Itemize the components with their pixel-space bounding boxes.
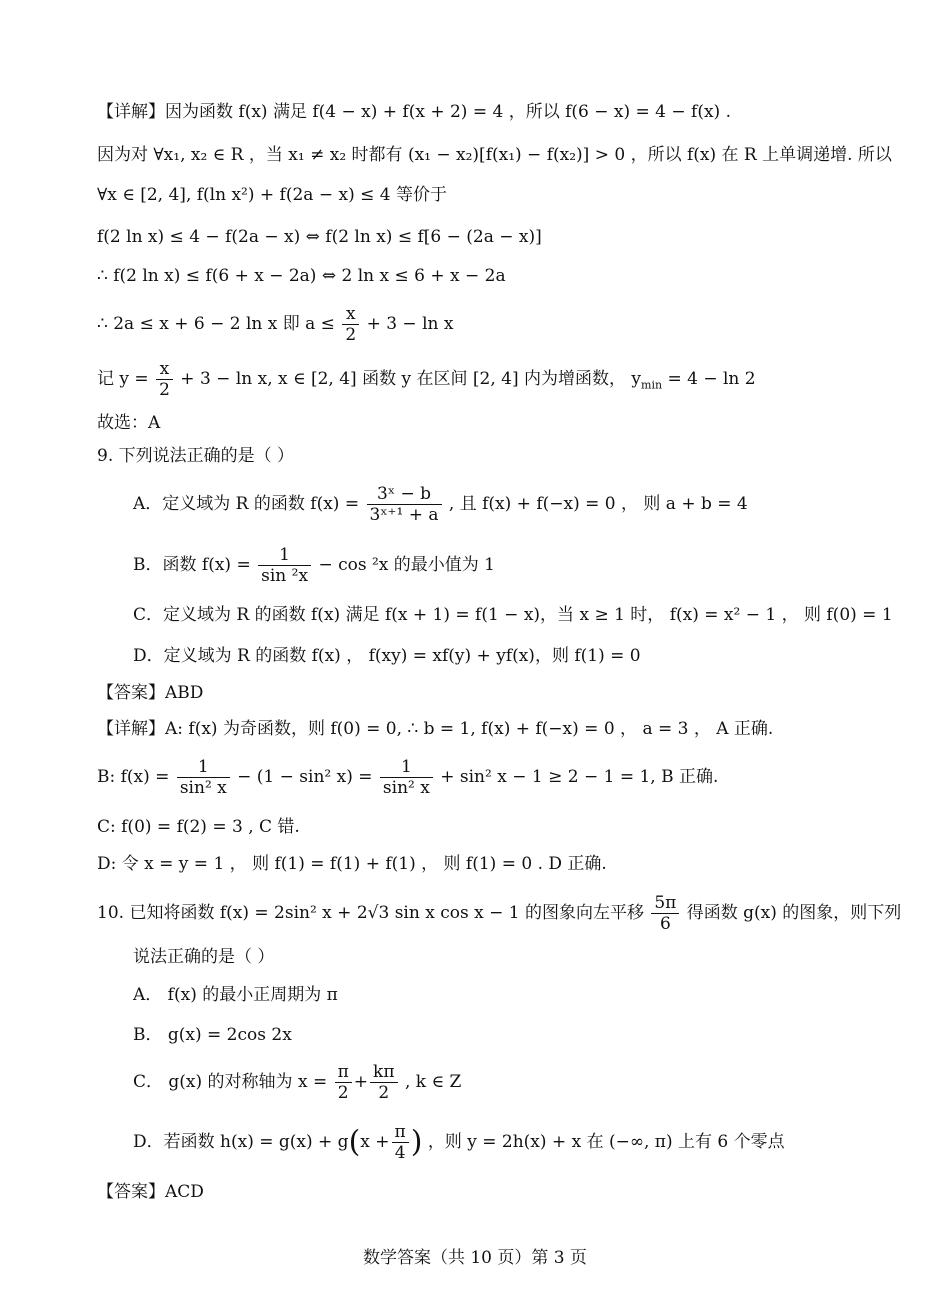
denominator: 3ˣ⁺¹ + a xyxy=(369,505,439,525)
numerator: x xyxy=(156,359,173,380)
detail-line-6-left: ∴ 2a ≤ x + 6 − 2 ln x 即 a ≤ xyxy=(97,314,335,334)
q9-option-c: C．定义域为 R 的函数 f(x) 满足 f(x + 1) = f(1 − x)，当 x ≥ 1 时， f(x) = x² − 1 ， 则 f(0) = 1 xyxy=(133,605,893,625)
q10D-right: ，则 y = 2h(x) + x 在 (−∞, π) 上有 6 个零点 xyxy=(427,1132,785,1152)
answer-9: 【答案】ABD xyxy=(97,683,204,703)
q10-left: 10. 已知将函数 f(x) = 2sin² x + 2√3 sin x cos x − 1 的图象向左平移 xyxy=(97,903,644,923)
numerator: 5π xyxy=(651,893,679,914)
q9-option-b xyxy=(133,541,495,589)
detail-line-5: ∴ f(2 ln x) ≤ f(6 + x − 2a) ⇔ 2 ln x ≤ 6 + x − 2a xyxy=(97,266,506,286)
d9b-right: + sin² x − 1 ≥ 2 − 1 = 1, B 正确. xyxy=(440,767,719,787)
detail-9-b xyxy=(97,753,718,801)
q9b-left: B．函数 f(x) = xyxy=(133,555,251,575)
fraction-q9b xyxy=(258,545,311,586)
denominator: sin ²x xyxy=(261,566,309,586)
denominator: 2 xyxy=(378,1083,390,1103)
detail-9-c: C: f(0) = f(2) = 3 , C 错. xyxy=(97,817,300,837)
answer-10: 【答案】ACD xyxy=(97,1182,204,1202)
detail-line-6-right: + 3 − ln x xyxy=(366,314,454,334)
q9b-right: − cos ²x 的最小值为 1 xyxy=(318,555,495,575)
detail-line-7-mid: + 3 − ln x, x ∈ [2, 4] 函数 y 在区间 [2, 4] 内为增函数， y xyxy=(180,369,642,389)
fraction-x-over-2 xyxy=(156,359,173,400)
denominator: 2 xyxy=(337,1083,349,1103)
numerator: x xyxy=(342,304,359,325)
detail-line-4: f(2 ln x) ≤ 4 − f(2a − x) ⇔ f(2 ln x) ≤ f[6 − (2a − x)] xyxy=(97,227,542,247)
denominator: 2 xyxy=(345,325,357,345)
d9b-mid: − (1 − sin² x) = xyxy=(237,767,373,787)
q10-right: 得函数 g(x) 的图象，则下列 xyxy=(686,903,902,923)
q10-option-d: D．若函数 h(x) = g(x) + g(x + $\frac{\pi}{4}$ ) ，则 y = 2h(x) + x 在 (−∞, π) 上有 6 个零点 xyxy=(133,1122,785,1163)
page-footer: 数学答案（共 10 页）第 3 页 xyxy=(362,1248,588,1268)
q9-option-d: D．定义域为 R 的函数 f(x) ， f(xy) = xf(y) + yf(x)，则 f(1) = 0 xyxy=(133,646,641,666)
detail-line-7-left: 记 y = xyxy=(97,369,149,389)
q10-option-a: A． f(x) 的最小正周期为 π xyxy=(133,985,338,1005)
q9-option-a xyxy=(133,480,748,528)
d9b-left: B: f(x) = xyxy=(97,767,170,787)
fraction-pi-over-4 xyxy=(392,1122,409,1163)
question-10 xyxy=(97,889,901,937)
denominator: 2 xyxy=(159,380,170,400)
question-9: 9. 下列说法正确的是（ ） xyxy=(97,446,295,466)
denominator: sin² x xyxy=(179,778,227,798)
fraction-5pi-over-6 xyxy=(651,893,679,934)
detail-line-7 xyxy=(97,355,756,409)
detail-9-d: D: 令 x = y = 1 ， 则 f(1) = f(1) + f(1) ， 则 f(1) = 0 . D 正确. xyxy=(97,854,607,874)
fraction-d9b-1 xyxy=(177,757,230,798)
detail-line-3: ∀x ∈ [2, 4], f(ln x²) + f(2a − x) ≤ 4 等价于 xyxy=(97,185,447,205)
question-10-cont: 说法正确的是（ ） xyxy=(133,947,275,967)
fraction-pi-over-2 xyxy=(335,1062,352,1103)
choice-line: 故选：A xyxy=(97,413,161,433)
detail-9-a: 【详解】A: f(x) 为奇函数，则 f(0) = 0, ∴ b = 1, f(x) + f(−x) = 0 ， a = 3 ， A 正确. xyxy=(97,719,774,739)
q10-option-c: C． g(x) 的对称轴为 x = $\frac{\pi}{2}$ + $\frac{k\pi}{2}$ , k ∈ Z xyxy=(133,1062,462,1103)
detail-line-1: 【详解】因为函数 f(x) 满足 f(4 − x) + f(x + 2) = 4 ，所以 f(6 − x) = 4 − f(x) . xyxy=(97,102,731,122)
detail-line-7-right: = 4 − ln 2 xyxy=(662,369,756,389)
numerator: 3ˣ − b xyxy=(367,484,442,505)
denominator: sin² x xyxy=(382,778,430,798)
numerator: kπ xyxy=(370,1062,397,1083)
fraction-x-over-2 xyxy=(342,304,359,345)
q9a-right: , 且 f(x) + f(−x) = 0 ， 则 a + b = 4 xyxy=(448,494,748,514)
numerator: π xyxy=(335,1062,352,1083)
fraction-d9b-2 xyxy=(380,757,433,798)
numerator: 1 xyxy=(258,545,311,566)
denominator: 4 xyxy=(394,1143,406,1163)
q10C-left: C． g(x) 的对称轴为 x = xyxy=(133,1072,328,1092)
q9a-left: A．定义域为 R 的函数 f(x) = xyxy=(133,494,360,514)
q10D-left: D．若函数 h(x) = g(x) + g xyxy=(133,1132,349,1152)
numerator: 1 xyxy=(380,757,433,778)
detail-line-6 xyxy=(97,300,453,348)
numerator: 1 xyxy=(177,757,230,778)
fraction-q9a xyxy=(367,484,442,525)
fraction-kpi-over-2 xyxy=(370,1062,397,1103)
q10-option-b: B． g(x) = 2cos 2x xyxy=(133,1025,292,1045)
subscript-min: min xyxy=(641,378,663,392)
denominator: 6 xyxy=(659,914,671,934)
q10C-right: , k ∈ Z xyxy=(404,1072,462,1092)
numerator: π xyxy=(392,1122,409,1143)
detail-line-2: 因为对 ∀x₁, x₂ ∈ R ，当 x₁ ≠ x₂ 时都有 (x₁ − x₂)[f(x₁) − f(x₂)] > 0 ，所以 f(x) 在 R 上单调递增. 所以 xyxy=(97,145,892,165)
